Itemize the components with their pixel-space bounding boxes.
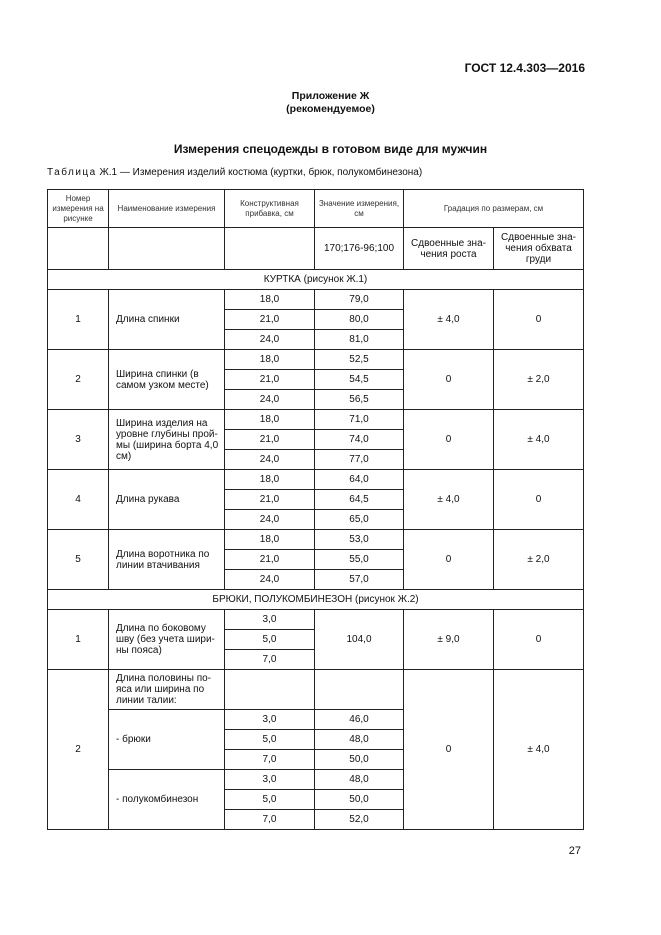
measure-number: 5 [48, 530, 109, 590]
header-allowance: Конструктивная прибавка, см [225, 190, 315, 228]
allowance-cell: 21,0 [225, 490, 315, 510]
gradation-height: ± 9,0 [404, 610, 494, 670]
measure-name: Ширина спинки (в самом узком месте) [109, 350, 225, 410]
section-row [48, 270, 584, 290]
empty-cell [315, 670, 404, 710]
measure-number: 2 [48, 350, 109, 410]
gradation-height: 0 [404, 670, 494, 830]
header-gradation: Градация по размерам, см [404, 190, 584, 228]
allowance-cell: 21,0 [225, 550, 315, 570]
measure-subname: - полукомбинезон [109, 770, 225, 830]
table-row [48, 350, 584, 370]
table-caption-label: Таблица [47, 167, 97, 178]
allowance-cell: 5,0 [225, 730, 315, 750]
measure-name: Длина рукава [109, 470, 225, 530]
measurements-table [47, 189, 584, 830]
table-subheader-row [48, 228, 584, 270]
allowance-cell: 24,0 [225, 450, 315, 470]
value-cell: 80,0 [315, 310, 404, 330]
table-row [48, 470, 584, 490]
gradation-chest: ± 2,0 [494, 530, 584, 590]
allowance-cell: 18,0 [225, 350, 315, 370]
allowance-cell: 24,0 [225, 390, 315, 410]
subheader-empty [109, 228, 225, 270]
gradation-chest: 0 [494, 610, 584, 670]
measure-name: Ширина изделия на уровне глубины прой-мы (ширина борта 4,0 см) [109, 410, 225, 470]
allowance-cell: 18,0 [225, 530, 315, 550]
measure-subname: - брюки [109, 710, 225, 770]
subheader-chest: Сдвоенные зна-чения обхвата груди [494, 228, 584, 270]
allowance-cell: 7,0 [225, 810, 315, 830]
measure-number: 4 [48, 470, 109, 530]
section-trousers: БРЮКИ, ПОЛУКОМБИНЕЗОН (рисунок Ж.2) [48, 590, 584, 610]
table-row [48, 410, 584, 430]
value-cell: 50,0 [315, 790, 404, 810]
measure-number: 2 [48, 670, 109, 830]
subheader-value: 170;176-96;100 [315, 228, 404, 270]
value-cell: 81,0 [315, 330, 404, 350]
allowance-cell: 3,0 [225, 770, 315, 790]
value-cell: 54,5 [315, 370, 404, 390]
annex-title: Приложение Ж [291, 90, 370, 102]
annex-subtitle: (рекомендуемое) [286, 103, 375, 115]
gradation-chest: ± 2,0 [494, 350, 584, 410]
value-cell: 48,0 [315, 770, 404, 790]
value-cell: 50,0 [315, 750, 404, 770]
gradation-chest: ± 4,0 [494, 670, 584, 830]
main-title: Измерения спецодежды в готовом виде для мужчин [173, 142, 488, 156]
section-row [48, 590, 584, 610]
gradation-chest: 0 [494, 470, 584, 530]
allowance-cell: 18,0 [225, 290, 315, 310]
allowance-cell: 7,0 [225, 750, 315, 770]
measure-number: 1 [48, 290, 109, 350]
measure-name: Длина спинки [109, 290, 225, 350]
allowance-cell: 18,0 [225, 470, 315, 490]
gradation-height: 0 [404, 410, 494, 470]
value-cell: 64,5 [315, 490, 404, 510]
header-value: Значение измерения, см [315, 190, 404, 228]
subheader-height: Сдвоенные зна-чения роста [404, 228, 494, 270]
value-cell: 52,5 [315, 350, 404, 370]
table-row [48, 670, 584, 710]
value-cell: 65,0 [315, 510, 404, 530]
value-cell: 77,0 [315, 450, 404, 470]
allowance-cell: 21,0 [225, 310, 315, 330]
allowance-cell: 3,0 [225, 610, 315, 630]
allowance-cell: 3,0 [225, 710, 315, 730]
page-number: 27 [568, 845, 581, 857]
gradation-chest: 0 [494, 290, 584, 350]
measure-name: Длина половины по-яса или ширина по линии талии: [109, 670, 225, 710]
empty-cell [225, 670, 315, 710]
allowance-cell: 24,0 [225, 510, 315, 530]
allowance-cell: 21,0 [225, 430, 315, 450]
value-cell: 79,0 [315, 290, 404, 310]
value-cell: 104,0 [315, 610, 404, 670]
allowance-cell: 21,0 [225, 370, 315, 390]
subheader-empty [48, 228, 109, 270]
value-cell: 52,0 [315, 810, 404, 830]
table-row [48, 290, 584, 310]
measure-name: Длина по боковому шву (без учета шири-ны пояса) [109, 610, 225, 670]
value-cell: 57,0 [315, 570, 404, 590]
value-cell: 46,0 [315, 710, 404, 730]
header-num: Номер измерения на рисунке [48, 190, 109, 228]
section-jacket: КУРТКА (рисунок Ж.1) [48, 270, 584, 290]
allowance-cell: 7,0 [225, 650, 315, 670]
allowance-cell: 24,0 [225, 570, 315, 590]
value-cell: 48,0 [315, 730, 404, 750]
measure-number: 1 [48, 610, 109, 670]
value-cell: 55,0 [315, 550, 404, 570]
value-cell: 53,0 [315, 530, 404, 550]
gradation-height: ± 4,0 [404, 470, 494, 530]
allowance-cell: 24,0 [225, 330, 315, 350]
document-code: ГОСТ 12.4.303—2016 [464, 61, 585, 75]
gradation-chest: ± 4,0 [494, 410, 584, 470]
table-row [48, 530, 584, 550]
measure-number: 3 [48, 410, 109, 470]
table-caption [47, 167, 422, 178]
table-caption-text: Ж.1 — Измерения изделий костюма (куртки, брюк, полукомбинезона) [99, 167, 423, 178]
measure-name: Длина воротника по линии втачивания [109, 530, 225, 590]
gradation-height: 0 [404, 530, 494, 590]
allowance-cell: 5,0 [225, 790, 315, 810]
value-cell: 64,0 [315, 470, 404, 490]
value-cell: 71,0 [315, 410, 404, 430]
allowance-cell: 18,0 [225, 410, 315, 430]
header-name: Наименование измерения [109, 190, 225, 228]
allowance-cell: 5,0 [225, 630, 315, 650]
subheader-empty [225, 228, 315, 270]
gradation-height: ± 4,0 [404, 290, 494, 350]
table-header-row [48, 190, 584, 228]
value-cell: 74,0 [315, 430, 404, 450]
value-cell: 56,5 [315, 390, 404, 410]
gradation-height: 0 [404, 350, 494, 410]
table-row [48, 610, 584, 630]
